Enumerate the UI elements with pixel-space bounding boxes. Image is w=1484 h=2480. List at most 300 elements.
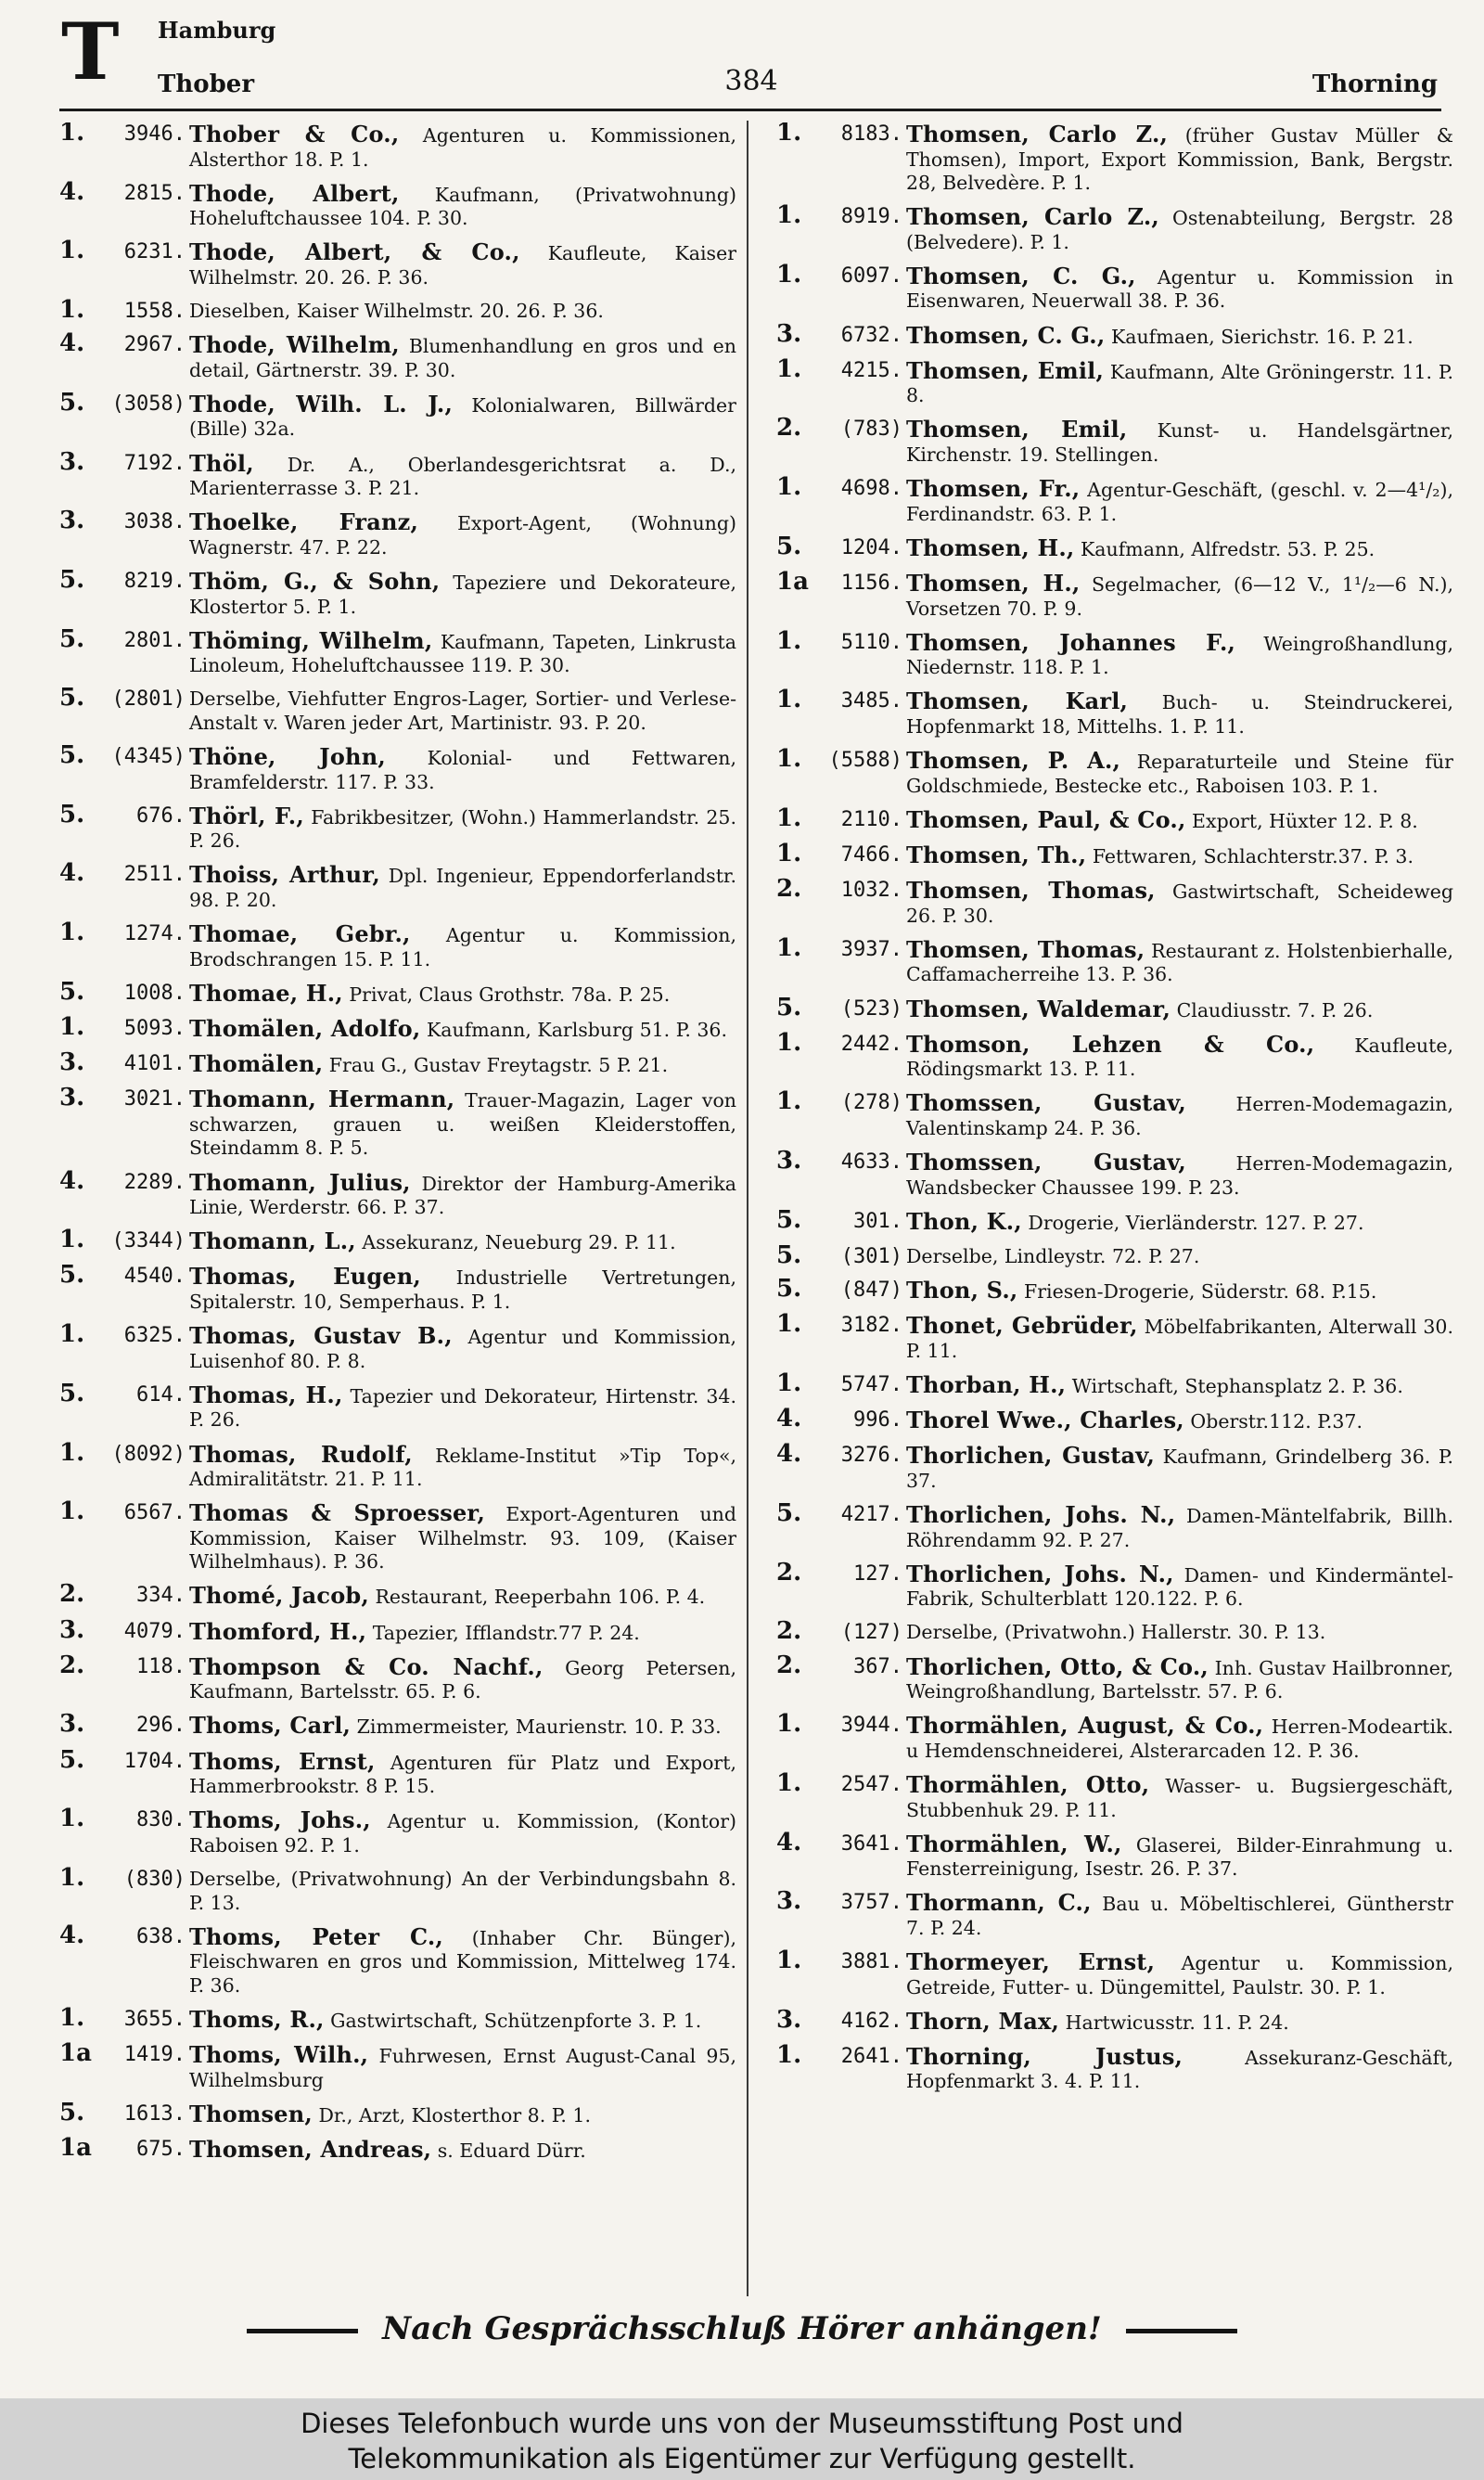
directory-entry	[59, 1438, 736, 1492]
exchange-code: 5.	[59, 2098, 85, 2127]
subscriber-name: Thomann, Hermann,	[189, 1086, 455, 1113]
subscriber-name: Thober & Co.,	[189, 122, 400, 148]
entry-details: (früher Gustav Müller & Thomsen), Import, Export Kommission, Bank, Bergstr. 28, Belvedère. P. 1.	[906, 124, 1453, 194]
directory-entry	[776, 875, 1453, 928]
exchange-code: 5.	[59, 1261, 85, 1290]
subscriber-name: Thorel Wwe., Charles,	[906, 1407, 1184, 1434]
directory-entry	[59, 919, 736, 971]
phone-number: 6325.	[123, 1324, 186, 1348]
directory-entry	[776, 319, 1453, 350]
phone-number: 1032.	[840, 879, 902, 903]
footer-notice-text: Nach Gesprächsschluß Hörer anhängen!	[382, 2310, 1102, 2347]
entry-details: s. Eduard Dürr.	[437, 2139, 586, 2162]
subscriber-name: Thomas, H.,	[189, 1381, 343, 1408]
subscriber-name: Thoms, Johs.,	[189, 1806, 371, 1834]
left-guide-word: Thober	[158, 71, 255, 98]
subscriber-name: Thomsen, H.,	[906, 570, 1081, 597]
phone-number: 4162.	[840, 2009, 902, 2033]
phone-number: 1274.	[123, 922, 186, 946]
city-label: Hamburg	[158, 17, 276, 44]
directory-entry	[776, 354, 1453, 408]
subscriber-name: Thoms, Ernst,	[189, 1747, 376, 1775]
exchange-code: 2.	[776, 1558, 802, 1587]
phone-number: 996.	[853, 1408, 902, 1433]
exchange-code: 1.	[59, 1013, 85, 1041]
directory-entry	[776, 1499, 1453, 1552]
entry-details: Zimmermeister, Maurienstr. 10. P. 33.	[356, 1715, 722, 1739]
subscriber-name: Thormeyer, Ernst,	[906, 1948, 1156, 1976]
phone-number: 2289.	[123, 1170, 186, 1194]
exchange-code: 1.	[776, 686, 802, 714]
phone-number: (783)	[840, 418, 902, 442]
phone-number: (3344)	[111, 1229, 186, 1253]
entry-details: Derselbe, (Privatwohn.) Hallerstr. 30. P. 13.	[906, 1621, 1326, 1644]
subscriber-name: Thomsen, Waldemar,	[906, 995, 1171, 1022]
phone-number: 3655.	[123, 2007, 186, 2031]
directory-entry	[59, 2003, 736, 2034]
exchange-code: 5.	[776, 532, 802, 560]
directory-entry	[59, 1226, 736, 1255]
subscriber-name: Thormählen, August, & Co.,	[906, 1712, 1264, 1740]
entry-details: Privat, Claus Grothstr. 78a. P. 25.	[349, 983, 671, 1006]
entry-details: Gastwirtschaft, Scheideweg 26. P. 30.	[906, 880, 1453, 927]
exchange-code: 1.	[776, 1028, 802, 1057]
exchange-code: 5.	[59, 800, 85, 829]
entry-details: Weingroßhandlung, Niedernstr. 118. P. 1.	[906, 632, 1453, 679]
exchange-code: 2.	[776, 414, 802, 443]
exchange-code: 1.	[776, 1947, 802, 1975]
directory-entry	[59, 859, 736, 912]
subscriber-name: Thode, Albert, & Co.,	[189, 238, 520, 266]
directory-entry	[776, 803, 1453, 834]
directory-entry	[776, 1769, 1453, 1822]
entry-details: Kaufmann, Alte Gröningerstr. 11. P. 8.	[906, 360, 1453, 407]
entry-details: Frau G., Gustav Freytagstr. 5 P. 21.	[328, 1054, 669, 1077]
exchange-code: 4.	[59, 1921, 85, 1949]
credit-line-2: Telekommunikation als Eigentümer zur Verfügung gestellt.	[348, 2443, 1136, 2474]
phone-number: 3038.	[123, 510, 186, 534]
phone-number: 3021.	[123, 1087, 186, 1112]
directory-entry	[776, 1440, 1453, 1493]
directory-entry	[776, 1147, 1453, 1200]
subscriber-name: Thonet, Gebrüder,	[906, 1312, 1138, 1340]
exchange-code: 1a	[59, 2133, 92, 2162]
credit-bar	[0, 2398, 1484, 2480]
phone-number: (523)	[840, 996, 902, 1021]
entry-details: Assekuranz-Geschäft, Hopfenmarkt 3. 4. P. 11.	[906, 2046, 1453, 2093]
entry-details: Blumenhandlung en gros und en detail, Gärtnerstr. 39. P. 30.	[189, 335, 736, 381]
exchange-code: 1.	[59, 1497, 85, 1526]
entry-details: Gastwirtschaft, Schützenpforte 3. P. 1.	[330, 2009, 702, 2032]
entry-details: Export-Agent, (Wohnung) Wagnerstr. 47. P. 22.	[189, 512, 736, 559]
entry-details: Derselbe, Lindleystr. 72. P. 27.	[906, 1244, 1200, 1267]
subscriber-name: Thorlichen, Johs. N.,	[906, 1501, 1176, 1529]
directory-entry	[59, 1745, 736, 1799]
exchange-code: 4.	[776, 1828, 802, 1857]
subscriber-name: Thorn, Max,	[906, 2007, 1060, 2035]
directory-entry	[776, 1947, 1453, 1999]
phone-number: 367.	[853, 1654, 902, 1678]
column-divider	[747, 121, 748, 2296]
directory-entry	[776, 1087, 1453, 1140]
entry-details: Kolonial- und Fettwaren, Bramfelderstr. 117. P. 33.	[189, 747, 736, 793]
directory-entry	[59, 1166, 736, 1220]
phone-number: 6732.	[840, 323, 902, 347]
phone-number: 3757.	[840, 1891, 902, 1915]
subscriber-name: Thomae, Gebr.,	[189, 920, 411, 948]
exchange-code: 1.	[776, 1710, 802, 1739]
entry-details: Agentur und Kommission, Luisenhof 80. P. 8.	[189, 1326, 736, 1372]
exchange-code: 2.	[59, 1580, 85, 1609]
entry-details: Kaufmann, Tapeten, Linkrusta Linoleum, Hoheluftchaussee 119. P. 30.	[189, 630, 736, 677]
entry-details: Wirtschaft, Stephansplatz 2. P. 36.	[1071, 1375, 1403, 1397]
entry-details: Export, Hüxter 12. P. 8.	[1192, 809, 1418, 832]
subscriber-name: Thomsen, Carlo Z.,	[906, 122, 1169, 148]
exchange-code: 3.	[59, 1048, 85, 1077]
directory-entry	[59, 1615, 736, 1646]
directory-entry	[59, 2133, 736, 2164]
phone-number: 4540.	[123, 1265, 186, 1289]
entry-details: Oberstr.112. P.37.	[1190, 1410, 1362, 1433]
exchange-code: 3.	[59, 1710, 85, 1739]
phone-number: 8183.	[840, 122, 902, 146]
entry-details: Agentur-Geschäft, (geschl. v. 2—4¹/₂), Ferdinandstr. 63. P. 1.	[906, 479, 1453, 525]
entry-details: Reparaturteile und Steine für Goldschmiede, Bestecke etc., Raboisen 103. P. 1.	[906, 751, 1453, 797]
entry-details: Agentur u. Kommission in Eisenwaren, Neuerwall 38. P. 36.	[906, 265, 1453, 313]
exchange-code: 3.	[776, 1887, 802, 1916]
directory-entry	[776, 1558, 1453, 1612]
entry-details: Tapeziere und Dekorateure, Klostertor 5. P. 1.	[189, 572, 736, 618]
subscriber-name: Thomé, Jacob,	[189, 1582, 369, 1610]
subscriber-name: Thon, S.,	[906, 1277, 1018, 1304]
directory-entry	[776, 1028, 1453, 1082]
subscriber-name: Thomssen, Gustav,	[906, 1089, 1186, 1117]
entry-details: Friesen-Drogerie, Süderstr. 68. P.15.	[1024, 1280, 1377, 1304]
phone-number: 3485.	[840, 689, 902, 713]
exchange-code: 5.	[59, 388, 85, 417]
entry-details: Kaufmann, Grindelberg 36. P. 37.	[906, 1446, 1453, 1492]
directory-entry	[59, 1864, 736, 1915]
entry-details: Claudiusstr. 7. P. 26.	[1176, 998, 1374, 1022]
directory-entry	[776, 745, 1453, 798]
phone-number: 2110.	[840, 807, 902, 831]
exchange-code: 1.	[59, 296, 85, 325]
phone-number: 4633.	[840, 1150, 902, 1175]
directory-entry	[59, 1320, 736, 1373]
phone-number: (4345)	[111, 745, 186, 769]
subscriber-name: Thomsen, C. G.,	[906, 262, 1136, 289]
entry-details: Restaurant z. Holstenbierhalle, Caffamacherreihe 13. P. 36.	[906, 939, 1453, 986]
subscriber-name: Thon, K.,	[906, 1207, 1022, 1235]
phone-number: 4101.	[123, 1052, 186, 1076]
entry-details: Inh. Gustav Hailbronner, Weingroßhandlung, Bartelsstr. 57. P. 6.	[906, 1656, 1453, 1703]
entry-details: Kolonialwaren, Billwärder (Bille) 32a.	[189, 393, 736, 441]
phone-number: 6231.	[123, 240, 186, 264]
subscriber-name: Thöne, John,	[189, 743, 386, 771]
entry-details: Assekuranz, Neueburg 29. P. 11.	[362, 1231, 676, 1254]
exchange-code: 1.	[776, 2040, 802, 2069]
directory-entry	[776, 839, 1453, 869]
subscriber-name: Thomsen, H.,	[906, 533, 1075, 561]
exchange-code: 3.	[59, 507, 85, 535]
exchange-code: 1.	[59, 2003, 85, 2032]
phone-number: 675.	[136, 2137, 186, 2161]
phone-number: 614.	[136, 1382, 186, 1407]
entry-details: Agentur u. Kommission, Getreide, Futter- u. Düngemittel, Paulstr. 30. P. 1.	[906, 1952, 1453, 1998]
subscriber-name: Thomsen, Th.,	[906, 841, 1087, 868]
left-column	[59, 122, 736, 2298]
phone-number: (830)	[123, 1868, 186, 1891]
entry-details: (Inhaber Chr. Bünger), Fleischwaren en gros und Kommission, Mittelweg 174. P. 36.	[189, 1926, 736, 1997]
exchange-code: 4.	[59, 329, 85, 358]
subscriber-name: Thoms, Carl,	[189, 1712, 352, 1740]
phone-number: (847)	[840, 1279, 902, 1303]
phone-number: 7466.	[840, 842, 902, 867]
subscriber-name: Thormählen, Otto,	[906, 1771, 1150, 1798]
phone-number: 3276.	[840, 1444, 902, 1468]
exchange-code: 5.	[59, 684, 85, 713]
subscriber-name: Thorlichen, Johs. N.,	[906, 1560, 1174, 1587]
exchange-code: 1.	[59, 237, 85, 265]
entry-details: Agentur u. Kommission, (Kontor) Raboisen 92. P. 1.	[189, 1810, 736, 1857]
exchange-code: 2.	[776, 1617, 802, 1646]
entry-details: Herren-Modeartik. u Hemdenschneiderei, Alsterarcaden 12. P. 36.	[906, 1715, 1453, 1762]
subscriber-name: Thöl,	[189, 449, 254, 477]
exchange-code: 1.	[776, 745, 802, 774]
exchange-code: 5.	[776, 1275, 802, 1304]
exchange-code: 1.	[776, 354, 802, 383]
phone-number: (3058)	[111, 392, 186, 416]
subscriber-name: Thorning, Justus,	[906, 2042, 1183, 2070]
entry-details: Georg Petersen, Kaufmann, Bartelsstr. 65. P. 6.	[189, 1656, 736, 1703]
subscriber-name: Thomsen, Karl,	[906, 687, 1129, 715]
subscriber-name: Thomsen, Paul, & Co.,	[906, 805, 1186, 833]
exchange-code: 4.	[59, 177, 85, 206]
phone-number: 4698.	[840, 477, 902, 501]
subscriber-name: Thomae, H.,	[189, 979, 343, 1007]
phone-number: 3937.	[840, 937, 902, 961]
phone-number: 296.	[136, 1714, 186, 1738]
directory-entry	[776, 2005, 1453, 2036]
entry-details: Agenturen für Platz und Export, Hammerbrookstr. 8 P. 15.	[189, 1751, 736, 1798]
phone-number: 6097.	[840, 263, 902, 288]
exchange-code: 4.	[59, 1166, 85, 1195]
directory-entry	[59, 388, 736, 442]
entry-details: Herren-Modemagazin, Wandsbecker Chaussee 199. P. 23.	[906, 1152, 1453, 1199]
directory-entry	[776, 1617, 1453, 1646]
phone-number: 638.	[136, 1924, 186, 1948]
exchange-code: 1.	[776, 201, 802, 230]
entry-details: Kaufleute, Kaiser Wilhelmstr. 20. 26. P. 36.	[189, 242, 736, 289]
subscriber-name: Thoms, R.,	[189, 2005, 325, 2033]
entry-details: Tapezier, Ifflandstr.77 P. 24.	[372, 1621, 640, 1644]
entry-details: Kaufmaen, Sierichstr. 16. P. 21.	[1110, 325, 1414, 348]
phone-number: 1419.	[123, 2043, 186, 2067]
subscriber-name: Thomälen, Adolfo,	[189, 1015, 421, 1042]
exchange-code: 4.	[59, 859, 85, 888]
subscriber-name: Thorlichen, Gustav,	[906, 1442, 1156, 1470]
directory-entry	[59, 1805, 736, 1857]
directory-entry	[776, 993, 1453, 1023]
entry-details: Segelmacher, (6—12 V., 1¹/₂—6 N.), Vorsetzen 70. P. 9.	[906, 573, 1453, 620]
subscriber-name: Thomsen, Johannes F.,	[906, 628, 1236, 656]
directory-entry	[59, 1084, 736, 1161]
directory-entry	[59, 1261, 736, 1314]
directory-entry	[776, 626, 1453, 680]
entry-details: Herren-Modemagazin, Valentinskamp 24. P. 36.	[906, 1093, 1453, 1139]
exchange-code: 1.	[59, 122, 85, 147]
subscriber-name: Thomford, H.,	[189, 1617, 367, 1645]
subscriber-name: Thoms, Wilh.,	[189, 2041, 369, 2069]
directory-entry	[776, 122, 1453, 196]
directory-entry	[776, 1205, 1453, 1236]
subscriber-name: Thomssen, Gustav,	[906, 1149, 1186, 1176]
directory-entry	[59, 1580, 736, 1610]
directory-entry	[776, 1310, 1453, 1363]
exchange-code: 5.	[59, 977, 85, 1006]
entry-details: Hartwicusstr. 11. P. 24.	[1065, 2011, 1289, 2034]
subscriber-name: Thode, Wilhelm,	[189, 331, 400, 359]
exchange-code: 1.	[776, 626, 802, 655]
entry-details: Agenturen u. Kommissionen, Alsterthor 18. P. 1.	[189, 124, 736, 171]
directory-entry	[59, 1013, 736, 1043]
exchange-code: 1.	[59, 1320, 85, 1349]
entry-details: Derselbe, (Privatwohnung) An der Verbindungsbahn 8. P. 13.	[189, 1868, 736, 1914]
subscriber-name: Thomsen, Andreas,	[189, 2135, 432, 2163]
exchange-code: 1.	[776, 1087, 802, 1116]
phone-number: (301)	[840, 1244, 902, 1268]
exchange-code: 3.	[59, 447, 85, 476]
entry-details: Dieselben, Kaiser Wilhelmstr. 20. 26. P. 36.	[189, 300, 604, 323]
entry-details: Kunst- u. Handelsgärtner, Kirchenstr. 19. Stellingen.	[906, 419, 1453, 466]
entry-details: Derselbe, Viehfutter Engros-Lager, Sortier- und Verlese-Anstalt v. Waren jeder Art, Martinistr. 93. P. 20.	[189, 687, 736, 734]
phone-number: 3946.	[123, 122, 186, 146]
exchange-code: 1.	[776, 122, 802, 147]
directory-entry	[776, 933, 1453, 987]
entry-details: Damen- und Kindermäntel-Fabrik, Schulterblatt 120.122. P. 6.	[906, 1563, 1453, 1611]
phone-number: 6567.	[123, 1501, 186, 1525]
phone-number: 334.	[136, 1584, 186, 1608]
subscriber-name: Thomsen, Emil,	[906, 356, 1105, 384]
directory-entry	[59, 329, 736, 382]
entry-details: Dpl. Ingenieur, Eppendorferlandstr. 98. P. 20.	[189, 865, 736, 911]
exchange-code: 1.	[776, 803, 802, 832]
phone-number: (278)	[840, 1091, 902, 1115]
exchange-code: 3.	[59, 1615, 85, 1644]
entry-details: Dr., Arzt, Klosterthor 8. P. 1.	[318, 2103, 591, 2127]
phone-number: 8219.	[123, 570, 186, 593]
entry-details: Fabrikbesitzer, (Wohn.) Hammerlandstr. 25. P. 26.	[189, 805, 736, 853]
entry-details: Ostenabteilung, Bergstr. 28 (Belvedere). P. 1.	[906, 207, 1453, 253]
exchange-code: 1.	[776, 1369, 802, 1397]
section-letter: T	[61, 6, 120, 97]
phone-number: 4217.	[840, 1503, 902, 1527]
entry-details: Fuhrwesen, Ernst August-Canal 95, Wilhelmsburg	[189, 2045, 736, 2091]
directory-entry	[59, 507, 736, 559]
exchange-code: 5.	[776, 993, 802, 1022]
entry-details: Direktor der Hamburg-Amerika Linie, Werderstr. 66. P. 37.	[189, 1172, 736, 1219]
phone-number: 2442.	[840, 1032, 902, 1056]
entry-details: Wasser- u. Bugsiergeschäft, Stubbenhuk 29. P. 11.	[906, 1775, 1453, 1821]
directory-entry	[59, 447, 736, 501]
footer-notice	[0, 2310, 1484, 2366]
directory-entry	[59, 2098, 736, 2128]
directory-entry	[59, 1048, 736, 1078]
exchange-code: 5.	[776, 1240, 802, 1269]
directory-entry	[59, 1710, 736, 1740]
exchange-code: 1.	[59, 1438, 85, 1467]
subscriber-name: Thoiss, Arthur,	[189, 861, 380, 889]
entry-details: Kaufmann, (Privatwohnung) Hoheluftchaussee 104. P. 30.	[189, 183, 736, 230]
subscriber-name: Thomas & Sproesser,	[189, 1499, 486, 1527]
phone-number: (8092)	[111, 1442, 186, 1466]
exchange-code: 5.	[776, 1499, 802, 1528]
entry-details: Export-Agenturen und Kommission, Kaiser Wilhelmstr. 93. 109, (Kaiser Wilhelmhaus). P. 36.	[189, 1503, 736, 1574]
directory-entry	[59, 624, 736, 678]
directory-entry	[776, 1887, 1453, 1940]
exchange-code: 1.	[776, 473, 802, 502]
page-number: 384	[724, 65, 778, 97]
phone-number: 5110.	[840, 630, 902, 654]
entry-details: Buch- u. Steindruckerei, Hopfenmarkt 18, Mittelhs. 1. P. 11.	[906, 691, 1453, 738]
entry-details: Fettwaren, Schlachterstr.37. P. 3.	[1092, 844, 1414, 867]
phone-number: 7192.	[123, 451, 186, 475]
directory-entry	[776, 2040, 1453, 2094]
phone-number: 4215.	[840, 358, 902, 382]
exchange-code: 1.	[776, 839, 802, 867]
phone-number: 5093.	[123, 1017, 186, 1040]
exchange-code: 3.	[59, 1084, 85, 1112]
subscriber-name: Thomann, Julius,	[189, 1168, 411, 1196]
subscriber-name: Thomälen,	[189, 1050, 324, 1078]
phone-number: 301.	[853, 1209, 902, 1233]
subscriber-name: Thomann, L.,	[189, 1227, 356, 1255]
right-column	[776, 122, 1453, 2298]
phone-number: 1156.	[840, 572, 902, 595]
phone-number: 1558.	[123, 300, 186, 324]
phone-number: (2801)	[111, 687, 186, 712]
entry-details: Glaserei, Bilder-Einrahmung u. Fensterreinigung, Isestr. 26. P. 37.	[906, 1833, 1453, 1881]
exchange-code: 1.	[776, 933, 802, 962]
directory-entry	[776, 414, 1453, 467]
exchange-code: 5.	[59, 741, 85, 770]
subscriber-name: Thoelke, Franz,	[189, 508, 419, 536]
exchange-code: 2.	[59, 1651, 85, 1679]
right-guide-word: Thorning	[1311, 71, 1438, 98]
exchange-code: 5.	[59, 624, 85, 653]
subscriber-name: Thomas, Gustav B.,	[189, 1322, 453, 1350]
exchange-code: 4.	[776, 1405, 802, 1433]
phone-number: (5588)	[828, 749, 902, 773]
directory-entry	[59, 122, 736, 172]
subscriber-name: Thode, Albert,	[189, 179, 400, 207]
directory-entry	[776, 1240, 1453, 1269]
directory-entry	[59, 296, 736, 325]
directory-entry	[776, 686, 1453, 739]
footer-dash-right	[1126, 2329, 1237, 2333]
phone-number: 4079.	[123, 1619, 186, 1643]
entry-details: Industrielle Vertretungen, Spitalerstr. 10, Semperhaus. P. 1.	[189, 1266, 736, 1313]
exchange-code: 1a	[59, 2039, 92, 2068]
entry-details: Trauer-Magazin, Lager von schwarzen, grauen u. weißen Kleiderstoffen, Steindamm 8. P. 5.	[189, 1089, 736, 1160]
directory-entry	[59, 800, 736, 854]
exchange-code: 1a	[776, 568, 809, 596]
phone-number: 1204.	[840, 535, 902, 559]
entry-details: Drogerie, Vierländerstr. 127. P. 27.	[1028, 1211, 1364, 1234]
exchange-code: 4.	[776, 1440, 802, 1469]
subscriber-name: Thomsen, Thomas,	[906, 877, 1156, 905]
credit-line-1: Dieses Telefonbuch wurde uns von der Museumsstiftung Post und	[301, 2408, 1183, 2439]
